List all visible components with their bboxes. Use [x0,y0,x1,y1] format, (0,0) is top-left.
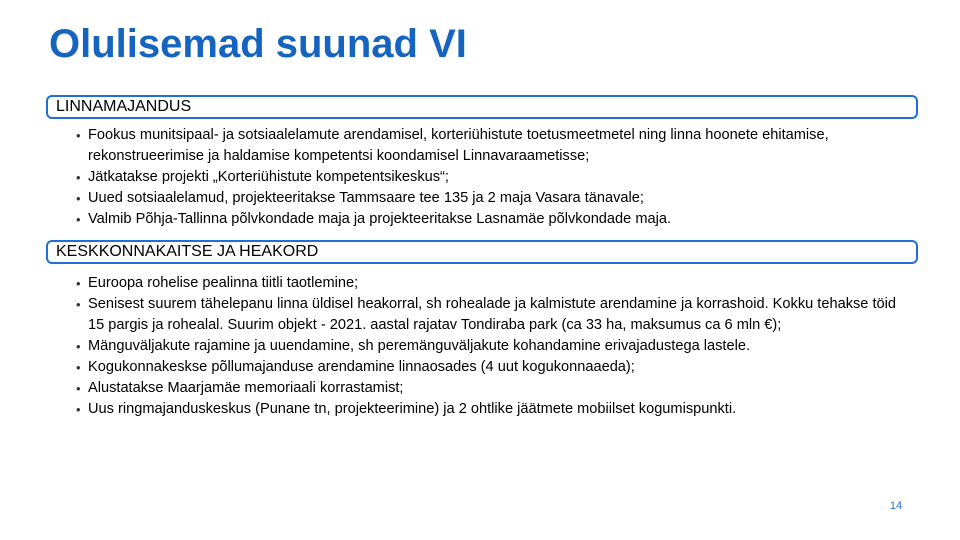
list-item [76,294,916,336]
bullet-icon: • [76,297,81,312]
bullet-icon: • [76,191,81,206]
keskkonnakaitse-bullet-list [76,273,916,420]
list-item-text: Kogukonnakeskse põllumajanduse arendamine linnaosades (4 uut kogukonnaaeda); [88,359,635,375]
list-item-text: Senisest suurem tähelepanu linna üldisel heakorral, sh rohealade ja kalmistute arendamine ja korrashoid. Kokku tehakse töid 15 pargis ja rohealal. Suurim objekt - 2021. aastal rajatav Tondiraba park (ca 33 ha, maksumus ca 6 mln €); [88,296,896,333]
list-item [76,357,916,378]
slide-title: Olulisemad suunad VI [49,22,467,66]
list-item [76,399,916,420]
list-item-text: Alustatakse Maarjamäe memoriaali korrastamist; [88,380,404,396]
list-item-text: Fookus munitsipaal- ja sotsiaalelamute arendamisel, korteriühistute toetusmeetmetel ning linna hoonete ehitamise, rekonstrueerimise ja haldamise kompetentsi koondamisel Linnavaraametisse; [88,127,829,164]
list-item [76,273,916,294]
list-item-text: Euroopa rohelise pealinna tiitli taotlemine; [88,275,359,291]
list-item [76,188,916,209]
bullet-icon: • [76,339,81,354]
list-item-text: Valmib Põhja-Tallinna põlvkondade maja ja projekteeritakse Lasnamäe põlvkondade maja. [88,211,672,227]
section-heading-linnamajandus: LINNAMAJANDUS [46,95,918,119]
bullet-icon: • [76,402,81,417]
bullet-icon: • [76,212,81,227]
list-item-text: Uued sotsiaalelamud, projekteeritakse Tammsaare tee 135 ja 2 maja Vasara tänavale; [88,190,644,206]
list-item [76,336,916,357]
list-item-text: Mänguväljakute rajamine ja uuendamine, sh peremänguväljakute kohandamine erivajadustega lastele. [88,338,750,354]
list-item [76,167,916,188]
list-item [76,378,916,399]
list-item-text: Jätkatakse projekti „Korteriühistute kompetentsikeskus“; [88,169,449,185]
bullet-icon: • [76,381,81,396]
bullet-icon: • [76,128,81,143]
list-item [76,125,916,167]
bullet-icon: • [76,360,81,375]
section-heading-keskkonnakaitse: KESKKONNAKAITSE JA HEAKORD [46,240,918,264]
page-number: 14 [889,500,903,512]
list-item [76,209,916,230]
list-item-text: Uus ringmajanduskeskus (Punane tn, projekteerimine) ja 2 ohtlike jäätmete mobiilset kogumispunkti. [88,401,737,417]
bullet-icon: • [76,276,81,291]
bullet-icon: • [76,170,81,185]
linnamajandus-bullet-list [76,125,916,230]
